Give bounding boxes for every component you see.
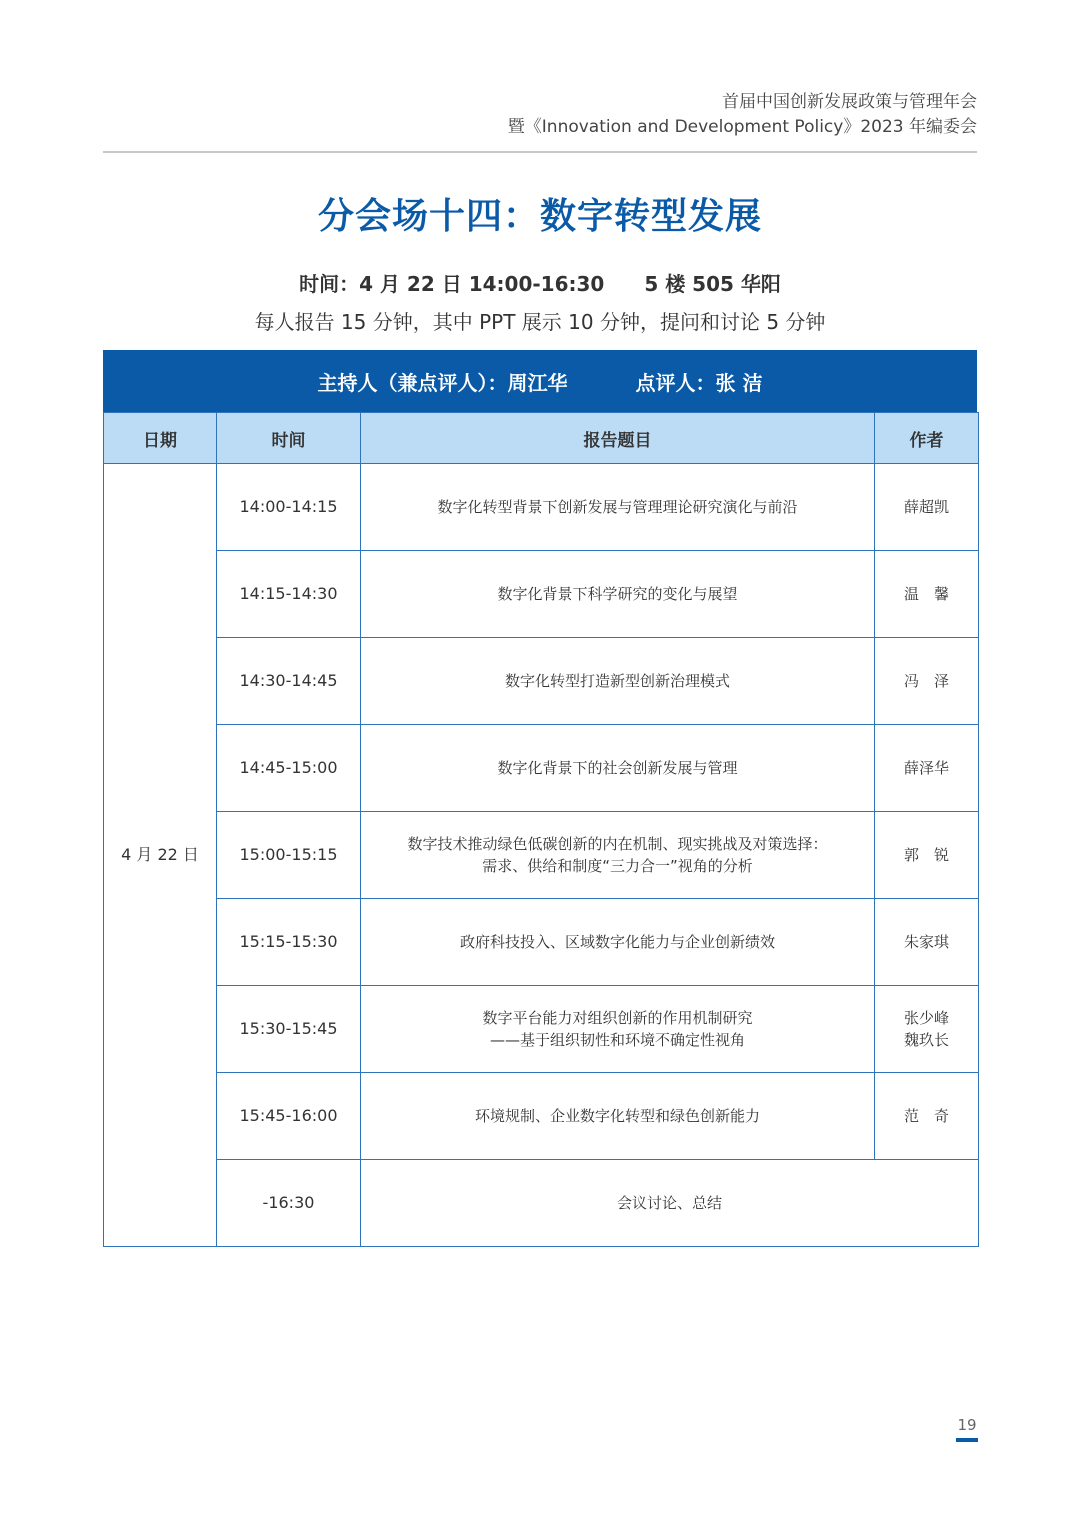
author-name: 范 奇 — [903, 1107, 949, 1125]
title-line: 环境规制、企业数字化转型和绿色创新能力 — [474, 1107, 760, 1125]
title-cell — [361, 1073, 875, 1160]
author-name: 冯 泽 — [903, 672, 949, 690]
session-time-place — [0, 268, 1080, 297]
author-cell — [875, 899, 979, 986]
title-cell — [361, 725, 875, 812]
chair-bar — [103, 350, 977, 412]
header-title: 报告题目 — [361, 413, 875, 464]
table-row — [104, 725, 979, 812]
date-cell: 4 月 22 日 — [104, 464, 217, 1247]
header-time: 时间 — [217, 413, 361, 464]
author-cell — [875, 464, 979, 551]
time-cell: -16:30 — [217, 1160, 361, 1247]
title-cell — [361, 551, 875, 638]
reviewer-label: 点评人：张 洁 — [635, 370, 763, 395]
header-author: 作者 — [875, 413, 979, 464]
table-row — [104, 638, 979, 725]
table-header-row — [104, 413, 979, 464]
running-header — [508, 90, 977, 140]
title-line: 数字技术推动绿色低碳创新的内在机制、现实挑战及对策选择： — [407, 835, 828, 853]
session-time: 时间：4 月 22 日 14:00-16:30 — [299, 272, 605, 296]
page-number: 19 — [957, 1416, 977, 1434]
author-name: 张少峰 — [903, 1009, 949, 1027]
author-cell — [875, 1073, 979, 1160]
host-label: 主持人（兼点评人）：周江华 — [317, 370, 568, 395]
session-rule: 每人报告 15 分钟，其中 PPT 展示 10 分钟，提问和讨论 5 分钟 — [254, 310, 826, 334]
title-line: 数字化背景下的社会创新发展与管理 — [497, 759, 738, 777]
title-line: 数字化转型打造新型创新治理模式 — [504, 672, 730, 690]
table-row — [104, 812, 979, 899]
title-cell — [361, 638, 875, 725]
time-cell: 15:15-15:30 — [217, 899, 361, 986]
table-row — [104, 1073, 979, 1160]
time-cell: 14:30-14:45 — [217, 638, 361, 725]
author-cell — [875, 812, 979, 899]
title-line: 数字平台能力对组织创新的作用机制研究 — [482, 1009, 753, 1027]
time-cell: 14:00-14:15 — [217, 464, 361, 551]
time-cell: 15:30-15:45 — [217, 986, 361, 1073]
time-cell: 15:00-15:15 — [217, 812, 361, 899]
title-line: 需求、供给和制度“三力合一”视角的分析 — [482, 857, 753, 875]
title-cell — [361, 899, 875, 986]
page-title: 分会场十四：数字转型发展 — [317, 196, 762, 237]
title-line: ——基于组织韧性和环境不确定性视角 — [489, 1031, 745, 1049]
title-line: 数字化背景下科学研究的变化与展望 — [497, 585, 738, 603]
table-row — [104, 899, 979, 986]
author-name: 薛泽华 — [903, 759, 949, 777]
author-cell — [875, 638, 979, 725]
closing-title-cell: 会议讨论、总结 — [361, 1160, 979, 1247]
author-name: 薛超凯 — [903, 498, 949, 516]
title-line: 政府科技投入、区域数字化能力与企业创新绩效 — [459, 933, 775, 951]
title-cell — [361, 986, 875, 1073]
time-cell: 14:45-15:00 — [217, 725, 361, 812]
title-line: 数字化转型背景下创新发展与管理理论研究演化与前沿 — [437, 498, 798, 516]
time-cell: 15:45-16:00 — [217, 1073, 361, 1160]
header-line-1: 首届中国创新发展政策与管理年会 — [722, 92, 977, 112]
author-cell — [875, 725, 979, 812]
table-row — [104, 551, 979, 638]
header-divider — [103, 151, 977, 153]
table-row — [104, 986, 979, 1073]
table-row — [104, 464, 979, 551]
author-name: 魏玖长 — [903, 1031, 949, 1049]
table-row-closing — [104, 1160, 979, 1247]
author-name: 朱家琪 — [903, 933, 949, 951]
title-cell — [361, 812, 875, 899]
author-cell — [875, 551, 979, 638]
header-date: 日期 — [104, 413, 217, 464]
header-line-2: 暨《Innovation and Development Policy》2023 年编委会 — [507, 117, 977, 137]
author-name: 温 馨 — [903, 585, 949, 603]
page-number-underline — [956, 1438, 978, 1442]
title-cell — [361, 464, 875, 551]
author-cell — [875, 986, 979, 1073]
author-name: 郭 锐 — [903, 846, 949, 864]
schedule-table — [103, 412, 979, 1247]
session-place: 5 楼 505 华阳 — [644, 272, 781, 296]
time-cell: 14:15-14:30 — [217, 551, 361, 638]
